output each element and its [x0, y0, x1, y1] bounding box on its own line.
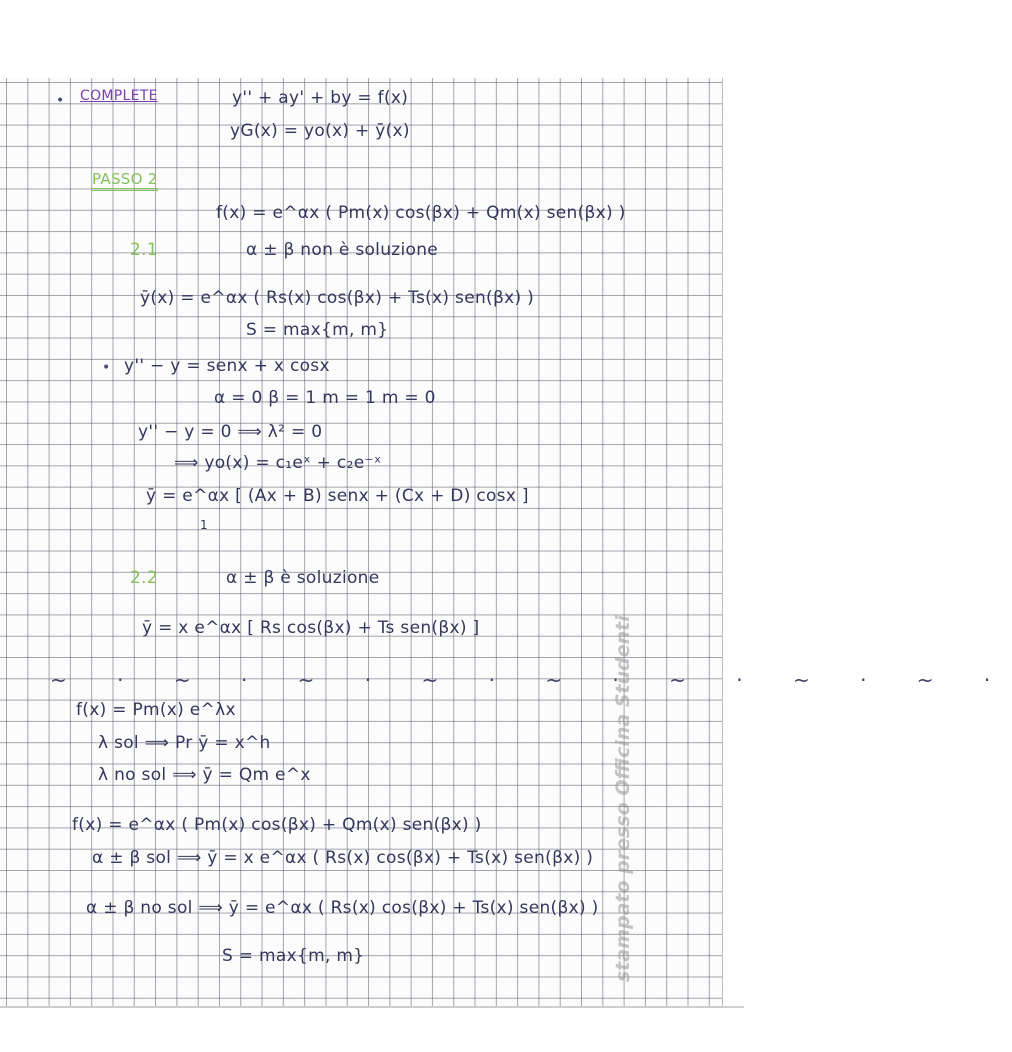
sheet-bottom-edge [0, 1006, 744, 1008]
s-max-2: S = max{m, m} [222, 946, 365, 966]
wavy-separator: ~ · ~ · ~ · ~ · ~ · ~ · ~ · ~ · [50, 668, 1012, 692]
lambda-no-solution-case: λ no sol ⟹ ȳ = Qm e^x [98, 765, 311, 785]
general-solution-line: yG(x) = yo(x) + ȳ(x) [230, 121, 410, 141]
case-2-1-number: 2.1 [130, 240, 158, 260]
solution-case-line: α ± β sol ⟹ ȳ = x e^αx ( Rs(x) cos(βx) + Ts(x) sen(βx) ) [92, 848, 594, 868]
forcing-function-line-2: f(x) = e^αx ( Pm(x) cos(βx) + Qm(x) sen(βx) ) [72, 815, 482, 835]
example-yo: ⟹ yo(x) = c₁eˣ + c₂e⁻ˣ [174, 453, 382, 473]
particular-solution-2: ȳ = x e^αx [ Rs cos(βx) + Ts sen(βx) ] [142, 618, 480, 638]
exponential-forcing: f(x) = Pm(x) e^λx [76, 700, 236, 720]
bullet-dot: • [56, 93, 65, 109]
no-solution-case-line: α ± β no sol ⟹ ȳ = e^αx ( Rs(x) cos(βx) + Ts(x) sen(βx) ) [86, 898, 599, 918]
example-equation: y'' − y = senx + x cosx [124, 356, 330, 376]
bullet-dot: • [102, 360, 111, 376]
example-note-one: 1 [200, 518, 208, 532]
ode-equation: y'' + ay' + by = f(x) [232, 88, 409, 108]
complete-heading: COMPLETE [80, 88, 158, 104]
case-2-2-number: 2.2 [130, 568, 158, 588]
example-particular: ȳ = e^αx [ (Ax + B) senx + (Cx + D) cosx ] [146, 486, 529, 506]
example-homogeneous: y'' − y = 0 ⟹ λ² = 0 [138, 422, 323, 442]
lambda-solution-case: λ sol ⟹ Pr ȳ = x^h [98, 733, 271, 753]
s-max-1: S = max{m, m} [246, 320, 389, 340]
case-2-1-condition: α ± β non è soluzione [246, 240, 439, 260]
case-2-2-condition: α ± β è soluzione [226, 568, 380, 588]
example-parameters: α = 0 β = 1 m = 1 m = 0 [214, 388, 436, 408]
passo-label: PASSO 2 [92, 172, 158, 191]
particular-solution-1: ȳ(x) = e^αx ( Rs(x) cos(βx) + Ts(x) sen(βx) ) [140, 288, 535, 308]
watermark-text: stampato presso Officina Studenti [612, 615, 634, 982]
forcing-function-line: f(x) = e^αx ( Pm(x) cos(βx) + Qm(x) sen(βx) ) [216, 203, 626, 223]
